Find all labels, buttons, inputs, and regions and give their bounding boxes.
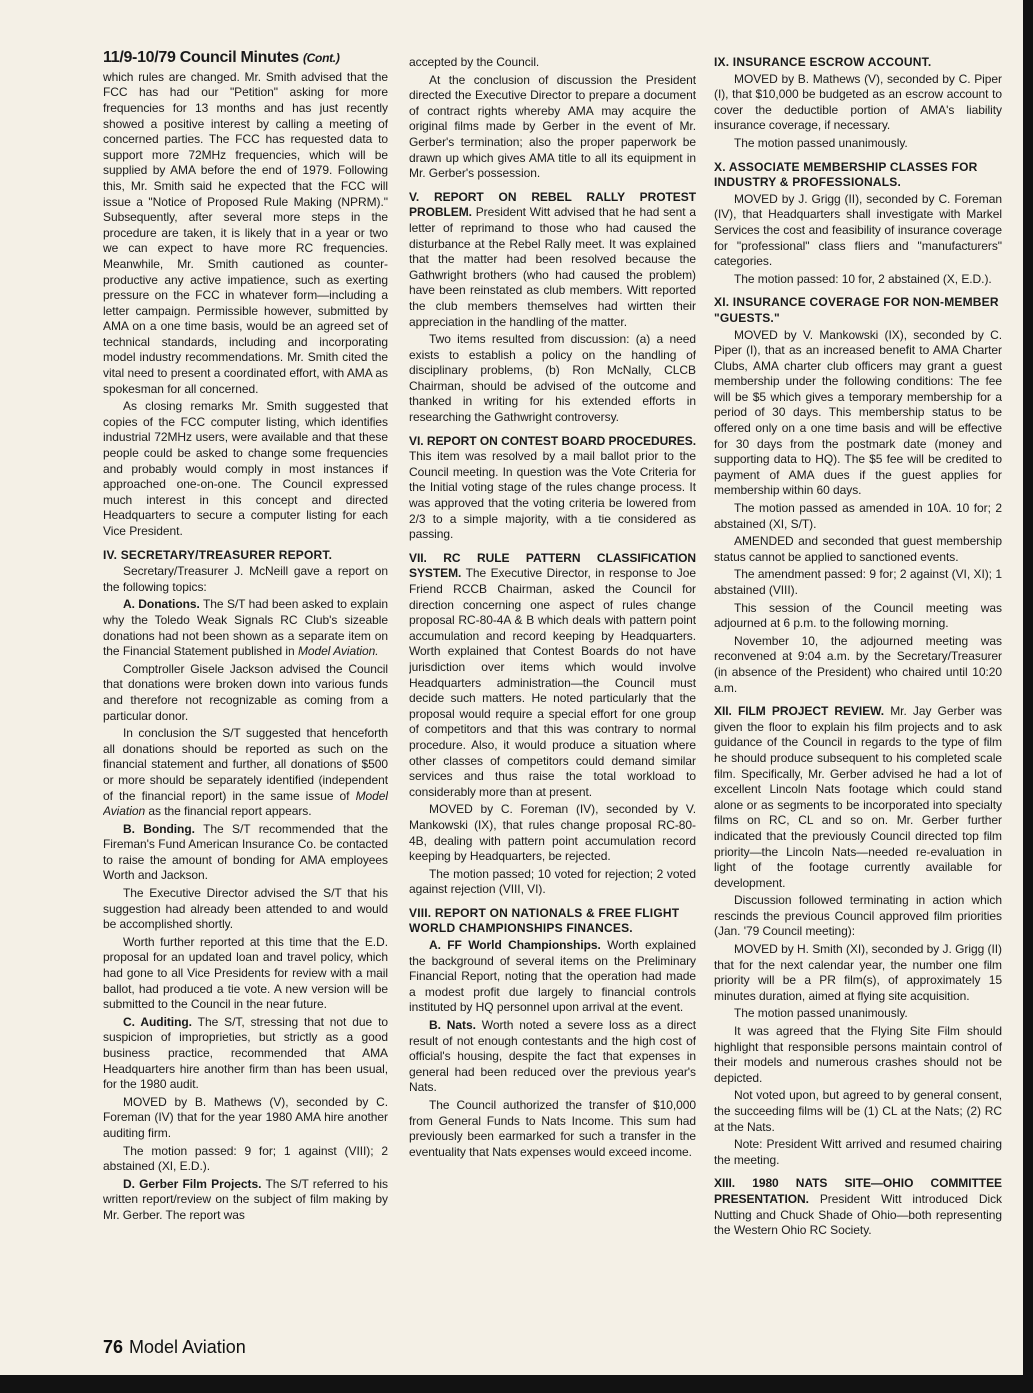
- subheading: A. Donations.: [123, 597, 200, 612]
- paragraph: [103, 1015, 388, 1093]
- paragraph: The motion passed: 9 for; 1 against (VIII); 2 abstained (XI, E.D.).: [103, 1143, 388, 1174]
- section-heading: XIII. 1980 NATS SITE—OHIO COMMITTEE PRESENTATION.: [714, 1176, 1002, 1206]
- section-heading: VII. RC RULE PATTERN CLASSIFICATION SYSTEM.: [409, 550, 696, 581]
- paragraph: Worth further reported at this time that the E.D. proposal for an updated loan and travel policy, which had gone to all Vice Presidents for review with a mail ballot, had produced a tie vote. A new version will be submitted to the Council in the near future.: [103, 934, 388, 1012]
- page-footer: [103, 1337, 246, 1358]
- subheading: C. Auditing.: [123, 1014, 192, 1029]
- paragraph: [409, 551, 696, 801]
- title-continued: (Cont.): [302, 51, 340, 65]
- section-heading: VIII. REPORT ON NATIONALS & FREE FLIGHT WORLD CHAMPIONSHIPS FINANCES.: [409, 905, 680, 936]
- paragraph: The motion passed: 10 for, 2 abstained (X, E.D.).: [734, 271, 992, 286]
- paragraph: MOVED by B. Mathews (V), seconded by C. Foreman (IV) that for the year 1980 AMA hire another auditing firm.: [103, 1094, 388, 1140]
- section-heading: XII. FILM PROJECT REVIEW.: [714, 704, 885, 719]
- section-heading: X. ASSOCIATE MEMBERSHIP CLASSES FOR INDUSTRY & PROFESSIONALS.: [714, 159, 978, 190]
- paragraph-text: The S/T recommended that the Fireman's Fund American Insurance Co. be contacted to raise the amount of bonding for AMA employees Worth and Jackson.: [103, 821, 388, 883]
- paragraph: MOVED by C. Foreman (IV), seconded by V. Mankowski (IX), that rules change proposal RC-80-4B, dealing with pattern point accumulation record keeping by Headquarters, be rejected.: [409, 802, 696, 864]
- paragraph: Secretary/Treasurer J. McNeill gave a report on the following topics:: [103, 564, 388, 594]
- paragraph: The Executive Director advised the S/T that his suggestion had already been attended to and would be accomplished shortly.: [103, 886, 388, 932]
- paragraph: MOVED by J. Grigg (II), seconded by C. Foreman (IV), that Headquarters shall investigate with Markel Services the cost and feasibility of insurance coverage for "professional" class fliers and "manufacturers" categories.: [714, 191, 1002, 269]
- paragraph: [103, 1177, 388, 1224]
- paragraph: The motion passed unanimously.: [734, 1006, 908, 1021]
- paragraph: Note: President Witt arrived and resumed chairing the meeting.: [714, 1137, 1002, 1167]
- paragraph-text: Mr. Jay Gerber was given the floor to explain his film projects and to ask guidance of the Council in regards to the type of film he should produce subsequent to his completed scale film. Specifically, Mr. Gerber advised he had a lot of excellent Lincoln Nats footage which could stand alone or as segments to be incorporated into specialty films on RC, CL and so on. Mr. Gerber further indicated that the previously Council directed top film priority—the Lincoln Nats—needed re-evaluation in light of the footage currently available for development.: [714, 704, 1002, 890]
- italic-title: Model Aviation: [103, 788, 388, 819]
- paragraph: [103, 822, 388, 884]
- title-text: 11/9-10/79 Council Minutes: [103, 49, 299, 66]
- paragraph-text: Worth explained the background of several items on the Preliminary Financial Report, noting that the operation had made a modest profit due largely to financial controls instituted by HQ personnel upon arrival at the event.: [409, 938, 696, 1015]
- subheading: D. Gerber Film Projects.: [123, 1176, 262, 1191]
- paragraph: [409, 190, 696, 330]
- subheading: A. FF World Championships.: [429, 938, 601, 953]
- paragraph: Not voted upon, but agreed to by general consent, the succeeding films will be (1) CL at the Nats; (2) RC at the Nats.: [714, 1088, 1002, 1134]
- paragraph: The motion passed unanimously.: [734, 135, 908, 150]
- paragraph: [409, 938, 696, 1016]
- paragraph-text: President Witt introduced Dick Nutting and Chuck Shade of Ohio—both representing the Western Ohio RC Society.: [714, 1191, 1002, 1238]
- italic-title: Model Aviation.: [297, 644, 379, 659]
- column-middle: [409, 55, 696, 1330]
- section-heading: IV. SECRETARY/TREASURER REPORT.: [103, 547, 333, 562]
- paragraph: MOVED by H. Smith (XI), seconded by J. Grigg (II) that for the next calendar year, the number one film priority will be a PR film(s), of approximately 15 minutes duration, aimed at flying site acquisition.: [714, 942, 1002, 1003]
- paragraph-text: The S/T referred to his written report/review on the subject of film making by Mr. Gerber. The report was: [103, 1176, 388, 1222]
- paragraph: MOVED by B. Mathews (V), seconded by C. Piper (I), that $10,000 be budgeted as an escrow account to cover the deductible portion of AMA's liability insurance coverage, if necessary.: [714, 71, 1002, 133]
- paragraph: The amendment passed: 9 for; 2 against (VI, XI); 1 abstained (VIII).: [714, 567, 1002, 597]
- page-title: [103, 48, 388, 69]
- paragraph: It was agreed that the Flying Site Film should highlight that responsible persons maintain control of their models and numerous crashes should not be depicted.: [714, 1024, 1002, 1085]
- paragraph-text: The Executive Director, in response to Joe Friend RCCB Chairman, asked the Council for direction concerning one aspect of rules change proposal RC-80-4A & B which deals with pattern point accumulation and record keeping by Headquarters. Worth explained that Contest Boards do not have jurisdiction over items which would involve Headquarters administration—the Council must decide such matters. He noted particularly that the proposal would require a special effort for one group of competitors and that this was contrary to normal procedure. Also, it would produce a situation where other classes of competitors could demand similar services and thus raise the total workload to considerably more than at present.: [409, 566, 696, 799]
- paragraph-text: President Witt advised that he had sent a letter of reprimand to those who had caused the disturbance at the Rebel Rally meet. It was explained that the matter had been resolved because the Gathwright brothers (who had caused the problem) have been reinstated as club members. Witt reported the club members themselves had wirtten their appreciation in the handling of the matter.: [409, 205, 696, 329]
- column-right: [714, 55, 1002, 1330]
- paragraph-text: as the financial report appears.: [145, 804, 312, 819]
- paragraph: Comptroller Gisele Jackson advised the Council that donations were broken down into various funds and therefore not recognizable as coming from a particular donor.: [103, 661, 388, 723]
- section-heading: VI. REPORT ON CONTEST BOARD PROCEDURES.: [409, 433, 696, 448]
- paragraph: MOVED by V. Mankowski (IX), seconded by C. Piper (I), that as an increased benefit to AMA Charter Clubs, AMA charter club officers may grant a guest membership under the following conditions: The fee will be $5 which gives a temporary membership for a period of 30 days. This membership status to be offered only on a one time basis and will be effective for 30 days from the postmark date (money and supporting data to HQ). The $5 fee will be credited to payment of AMA dues if the guest applies for membership within 60 days.: [714, 327, 1002, 498]
- paragraph: The motion passed as amended in 10A. 10 for; 2 abstained (XI, S/T).: [714, 501, 1002, 531]
- paragraph: [714, 1176, 1002, 1238]
- paragraph-text: The S/T had been asked to explain why the Toledo Weak Signals RC Club's sizeable donations had not been shown as a separate item on the Financial Statement published in: [103, 597, 388, 659]
- paragraph: [409, 434, 696, 543]
- paragraph: The Council authorized the transfer of $10,000 from General Funds to Nats Income. This sum had previously been earmarked for such a transfer in the eventuality that Nats expenses would exceed income.: [409, 1098, 696, 1159]
- paragraph: [103, 726, 388, 820]
- paragraph: The motion passed; 10 voted for rejection; 2 voted against rejection (VIII, VI).: [409, 866, 696, 897]
- paragraph: At the conclusion of discussion the President directed the Executive Director to prepare a document of contract rights whereby AMA may acquire the original films made by Gerber in the event of Mr. Gerber's termination; also the proper paperwork be drawn up which gives AMA title to all its equipment in Mr. Gerber's possession.: [409, 72, 696, 181]
- section-heading: XI. INSURANCE COVERAGE FOR NON-MEMBER "GUESTS.": [714, 295, 999, 325]
- paragraph-text: The S/T, stressing that not due to suspicion of improprieties, but strictly as a good business practice, recommended that AMA Headquarters hire another firm than has been usual, for the 1980 audit.: [103, 1014, 388, 1092]
- paragraph: Two items resulted from discussion: (a) a need exists to establish a policy on the handling of disciplinary problems, (b) Ron McNally, CLCB Chairman, should be advised of the outcome and thanked in writing for his extended efforts in researching the Gathwright controversy.: [409, 332, 696, 425]
- section-heading: IX. INSURANCE ESCROW ACCOUNT.: [714, 55, 932, 69]
- paragraph: AMENDED and seconded that guest membership status cannot be applied to sanctioned events.: [714, 534, 1002, 564]
- scan-edge-right: [1023, 0, 1033, 1393]
- paragraph: [103, 597, 388, 659]
- paragraph: This session of the Council meeting was adjourned at 6 p.m. to the following morning.: [714, 600, 1002, 631]
- paragraph-text: In conclusion the S/T suggested that henceforth all donations should be reported as such on the financial statement and further, all donations of $500 or more should be separately identified (independent of the financial report) in the same issue of: [103, 726, 388, 803]
- paragraph: accepted by the Council.: [409, 55, 540, 69]
- paragraph: November 10, the adjourned meeting was reconvened at 9:04 a.m. by the Secretary/Treasurer (in absence of the President) who chaired until 10:20 a.m.: [714, 633, 1002, 695]
- publication-name: Model Aviation: [129, 1337, 246, 1357]
- column-left: [103, 48, 388, 1330]
- page-number: 76: [103, 1337, 124, 1357]
- paragraph: Discussion followed terminating in action which rescinds the previous Council approved film priorities (Jan. '79 Council meeting):: [714, 893, 1002, 939]
- paragraph: which rules are changed. Mr. Smith advised that the FCC has had our "Petition" asking for more frequencies for 13 months and has just recently showed a positive interest by calling a meeting of concerned parties. The FCC has requested data to support more 72MHz frequencies, which will be supplied by AMA before the end of 1979. Following this, Mr. Smith said he expected that the FCC will issue a "Notice of Proposed Rule Making (NPRM)." Subsequently, after several more steps in the procedure are taken, it is likely that in a year or two we can expect to have more RC frequencies. Meanwhile, Mr. Smith cautioned as counter-productive any active impatience, such as exerting pressure on the FCC in whatever form—including a letter campaign. Permissible however, submitted by AMA on a one time basis, would be an agreed set of technical standards, including and incorporating model industry recommendations. Mr. Smith cited the vital need to present a coordinated effort, with AMA as spokesman for all concerned.: [103, 69, 388, 396]
- subheading: B. Bonding.: [123, 821, 195, 836]
- paragraph-text: Worth noted a severe loss as a direct result of not enough contestants and the high cost of official's housing, despite the fact that expenses in general had been reduced over the previous year's Nats.: [409, 1018, 696, 1095]
- paragraph: [409, 1018, 696, 1096]
- paragraph-text: This item was resolved by a mail ballot prior to the Council meeting. In question was the Vote Criteria for the Initial voting stage of the rules change process. It was approved that the voting criteria be lowered from 2/3 to a simple majority, with a tie considered as passing.: [409, 449, 696, 542]
- scan-edge-bottom: [0, 1375, 1033, 1393]
- section-heading: V. REPORT ON REBEL RALLY PROTEST PROBLEM.: [409, 189, 696, 220]
- subheading: B. Nats.: [429, 1018, 476, 1033]
- paragraph: As closing remarks Mr. Smith suggested that copies of the FCC computer listing, which identifies industrial 72MHz users, were available and that these people could be asked to change some frequencies and probably would comply in most instances if approached one-on-one. The Council expressed much interest in this concept and directed Headquarters to secure a computer listing for each Vice President.: [103, 399, 388, 539]
- paragraph: [714, 704, 1002, 891]
